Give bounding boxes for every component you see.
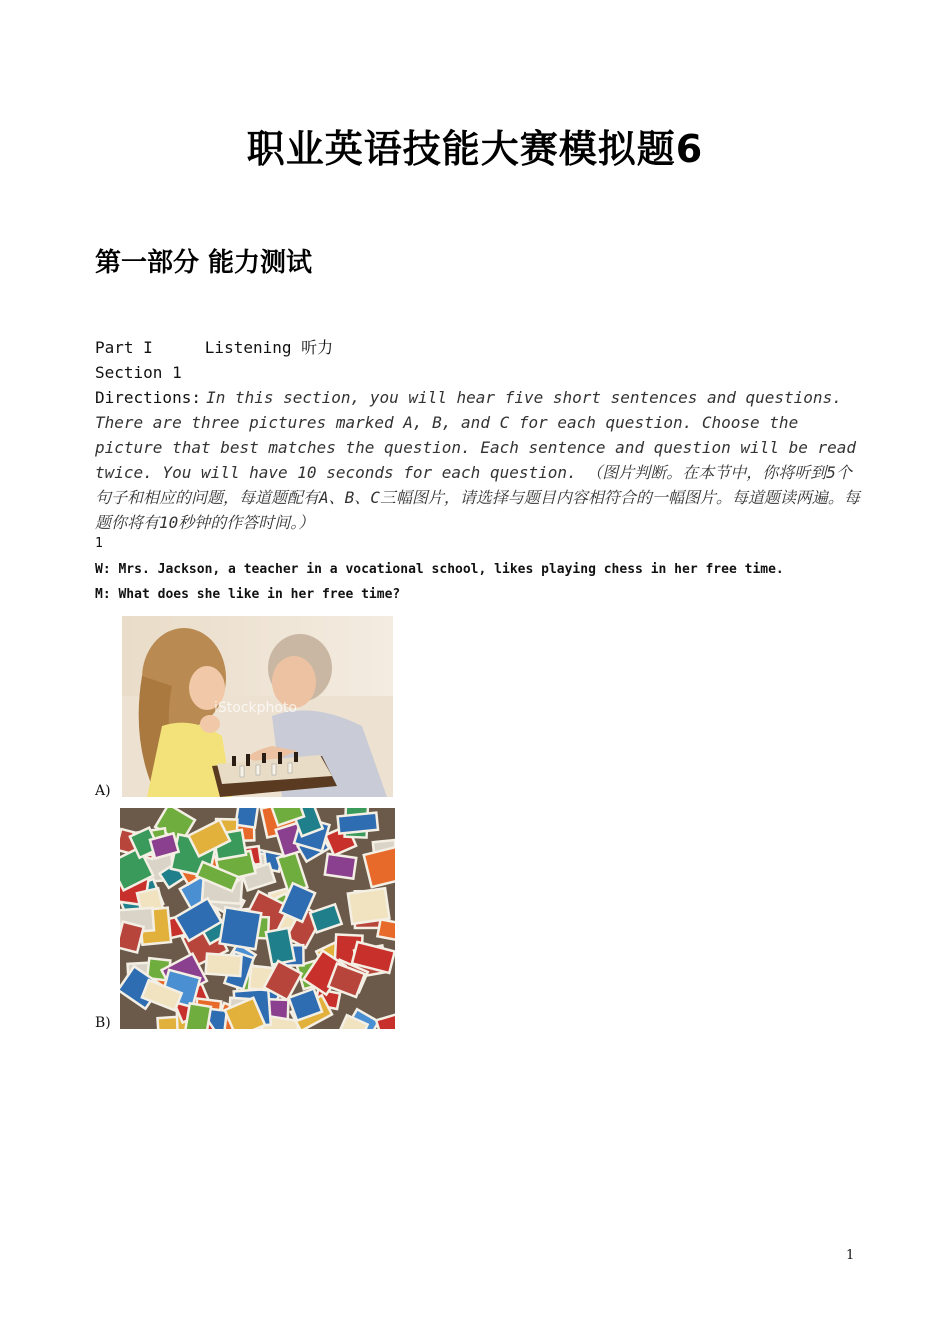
part-label xyxy=(95,335,333,360)
option-a-image xyxy=(122,616,393,797)
option-b-image xyxy=(120,808,395,1029)
dialogue-man: M: What does she like in her free time? xyxy=(95,587,401,602)
option-a-label: A) xyxy=(95,783,111,799)
part-name: Listening 听力 xyxy=(204,338,334,357)
section-label: Section 1 xyxy=(95,363,182,382)
page-number: 1 xyxy=(846,1248,855,1263)
question-number: 1 xyxy=(95,536,103,551)
option-a-watermark: iStockphoto xyxy=(214,700,298,716)
directions xyxy=(95,385,865,535)
page-title: 职业英语技能大赛模拟题6 xyxy=(246,127,704,171)
dialogue-woman: W: Mrs. Jackson, a teacher in a vocational school, likes playing chess in her free time. xyxy=(95,562,784,577)
option-b-label: B) xyxy=(95,1015,111,1031)
part-heading: 第一部分 能力测试 xyxy=(95,248,313,278)
directions-text: In this section, you will hear five short sentences and questions. There are three pictures marked A, B, and C for each question. Choose the picture that best matches the question. Each sentence and question will be read twice. You will have 10 seconds for each question. （图片判断。在本节中，你将听到5个句子和相应的问题，每道题配有A、B、C三幅图片，请选择与题目内容相符合的一幅图片。每道题读两遍。每题你将有10秒钟的作答时间。） xyxy=(95,388,860,532)
directions-label: Directions: xyxy=(95,388,201,407)
part-number: Part I xyxy=(95,338,153,357)
